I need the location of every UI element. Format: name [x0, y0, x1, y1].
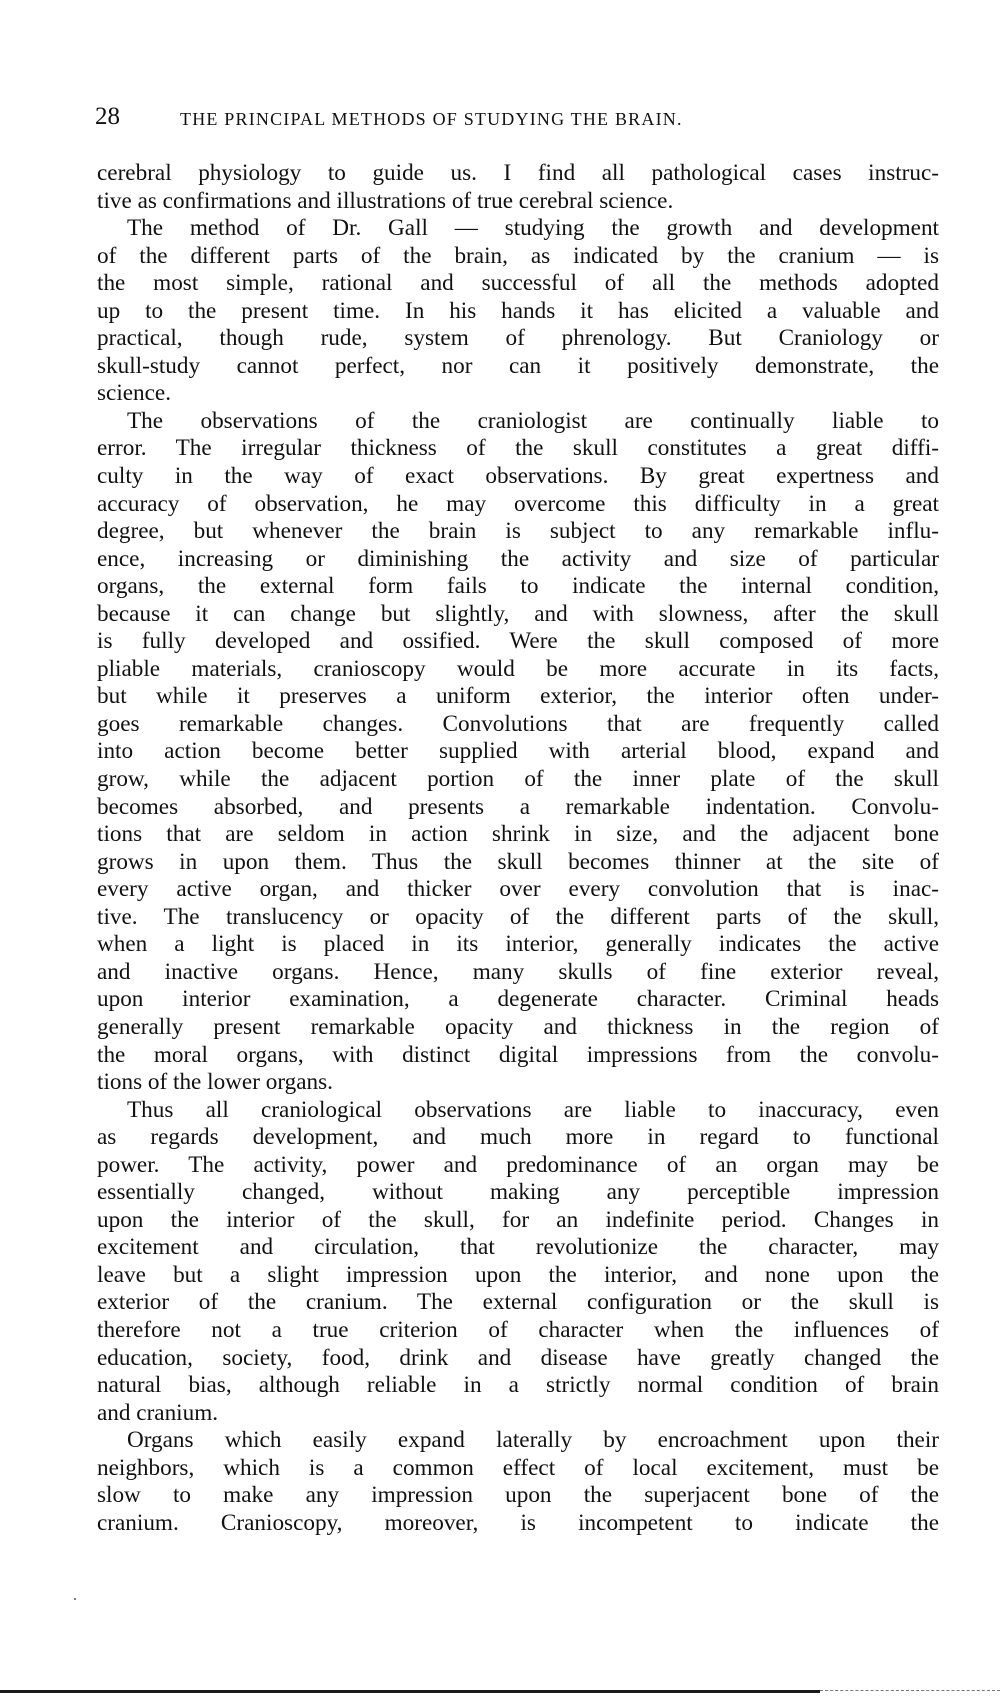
text-line: the most simple, rational and successful of all the methods adopted: [97, 270, 939, 297]
text-line: and inactive organs. Hence, many skulls of fine exterior reveal,: [97, 958, 939, 985]
text-line: pliable materials, cranioscopy would be more accurate in its facts,: [97, 655, 939, 682]
text-line: and cranium.: [97, 1399, 219, 1426]
text-line: The observations of the craniologist are continually liable to: [127, 407, 939, 434]
text-line: as regards development, and much more in regard to functional: [97, 1124, 939, 1151]
text-line: leave but a slight impression upon the interior, and none upon the: [97, 1261, 939, 1288]
text-line: because it can change but slightly, and with slowness, after the skull: [97, 600, 939, 627]
text-line: up to the present time. In his hands it has elicited a valuable and: [97, 297, 939, 324]
text-line: error. The irregular thickness of the skull constitutes a great diffi-: [97, 435, 939, 462]
text-line: but while it preserves a uniform exterior, the interior often under-: [97, 683, 939, 710]
text-line: essentially changed, without making any perceptible impression: [97, 1179, 939, 1206]
text-line: grow, while the adjacent portion of the inner plate of the skull: [97, 766, 939, 793]
scan-edge-rule-tail: [820, 1690, 1000, 1692]
text-line: goes remarkable changes. Convolutions that are frequently called: [97, 710, 939, 737]
text-line: generally present remarkable opacity and thickness in the region of: [97, 1013, 939, 1040]
text-line: culty in the way of exact observations. By great expertness and: [97, 463, 939, 490]
text-line: accuracy of observation, he may overcome this difficulty in a great: [97, 490, 939, 517]
scan-speck: [74, 1598, 76, 1600]
page-header: [95, 102, 940, 136]
text-line: ence, increasing or diminishing the activity and size of particular: [97, 545, 939, 572]
text-line: upon interior examination, a degenerate character. Criminal heads: [97, 986, 939, 1013]
body-text: [97, 160, 939, 1537]
text-line: organs, the external form fails to indicate the internal condition,: [97, 573, 939, 600]
text-line: the moral organs, with distinct digital impressions from the convolu-: [97, 1041, 939, 1068]
text-line: into action become better supplied with arterial blood, expand and: [97, 738, 939, 765]
text-line: tions that are seldom in action shrink in size, and the adjacent bone: [97, 821, 939, 848]
text-line: education, society, food, drink and disease have greatly changed the: [97, 1344, 939, 1371]
scan-edge-rule: [0, 1690, 820, 1693]
text-line: becomes absorbed, and presents a remarkable indentation. Convolu-: [97, 793, 939, 820]
text-line: The method of Dr. Gall — studying the growth and development: [127, 215, 939, 242]
text-line: natural bias, although reliable in a strictly normal condition of brain: [97, 1372, 939, 1399]
text-line: tions of the lower organs.: [97, 1069, 333, 1096]
text-line: cerebral physiology to guide us. I find all pathological cases instruc-: [97, 160, 939, 186]
text-line: exterior of the cranium. The external configuration or the skull is: [97, 1289, 939, 1316]
text-line: of the different parts of the brain, as indicated by the cranium — is: [97, 242, 939, 269]
text-line: Thus all craniological observations are liable to inaccuracy, even: [127, 1096, 939, 1123]
text-line: degree, but whenever the brain is subject to any remarkable influ-: [97, 518, 939, 545]
text-line: cranium. Cranioscopy, moreover, is incompetent to indicate the: [97, 1509, 939, 1536]
text-line: is fully developed and ossified. Were the skull composed of more: [97, 628, 939, 655]
text-line: when a light is placed in its interior, generally indicates the active: [97, 931, 939, 958]
text-line: tive as confirmations and illustrations of true cerebral science.: [97, 187, 674, 214]
text-line: skull-study cannot perfect, nor can it positively demonstrate, the: [97, 352, 939, 379]
running-title: THE PRINCIPAL METHODS OF STUDYING THE BRAIN.: [180, 109, 683, 129]
text-line: tive. The translucency or opacity of the different parts of the skull,: [97, 903, 939, 930]
text-line: excitement and circulation, that revolutionize the character, may: [97, 1234, 939, 1261]
text-line: upon the interior of the skull, for an indefinite period. Changes in: [97, 1206, 939, 1233]
text-line: science.: [97, 380, 172, 407]
text-line: grows in upon them. Thus the skull becomes thinner at the site of: [97, 848, 939, 875]
text-line: Organs which easily expand laterally by encroachment upon their: [127, 1427, 939, 1454]
text-line: practical, though rude, system of phrenology. But Craniology or: [97, 325, 939, 352]
page-number: 28: [95, 103, 120, 130]
text-line: slow to make any impression upon the superjacent bone of the: [97, 1482, 939, 1509]
text-line: every active organ, and thicker over every convolution that is inac-: [97, 876, 939, 903]
text-line: power. The activity, power and predominance of an organ may be: [97, 1151, 939, 1178]
text-line: therefore not a true criterion of character when the influences of: [97, 1316, 939, 1343]
text-line: neighbors, which is a common effect of local excitement, must be: [97, 1454, 939, 1481]
